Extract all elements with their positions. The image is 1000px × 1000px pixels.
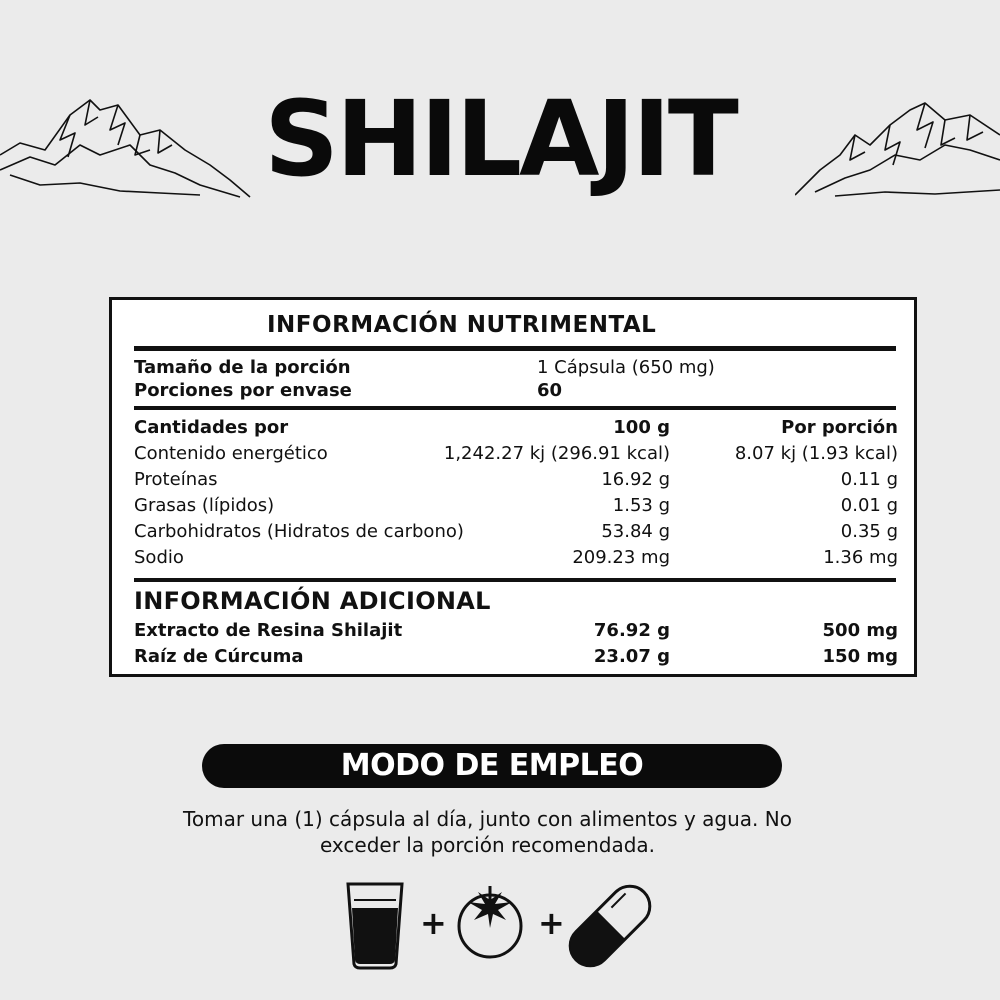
- serving-rule: [134, 406, 896, 410]
- row-per-serving: 0.35 g: [840, 521, 898, 542]
- usage-icons: [340, 878, 660, 973]
- row-per100: 53.84 g: [601, 521, 670, 542]
- product-title: SHILAJIT: [264, 78, 736, 200]
- row-label: Contenido energético: [134, 443, 328, 464]
- usage-line-1: Tomar una (1) cápsula al día, junto con alimentos y agua. No: [183, 807, 792, 831]
- water-glass-icon: [348, 884, 402, 968]
- additional-label: Extracto de Resina Shilajit: [134, 620, 403, 641]
- row-label: Grasas (lípidos): [134, 495, 275, 516]
- capsule-icon: [562, 878, 658, 973]
- additional-heading: INFORMACIÓN ADICIONAL: [134, 587, 491, 615]
- serving-size-label: Tamaño de la porción: [134, 357, 351, 378]
- usage-heading: MODO DE EMPLEO: [202, 744, 782, 788]
- additional-per-serving: 500 mg: [822, 620, 898, 641]
- nutrition-heading: INFORMACIÓN NUTRIMENTAL: [267, 312, 657, 338]
- row-label: Proteínas: [134, 469, 218, 490]
- row-label: Sodio: [134, 547, 184, 568]
- row-per100: 1,242.27 kj (296.91 kcal): [443, 443, 670, 464]
- additional-label: Raíz de Cúrcuma: [134, 646, 304, 667]
- usage-line-2: exceder la porción recomendada.: [319, 833, 656, 857]
- row-label: Carbohidratos (Hidratos de carbono): [134, 521, 464, 542]
- row-per-serving: 0.01 g: [840, 495, 898, 516]
- columns-label: Cantidades por: [134, 417, 289, 438]
- row-per100: 1.53 g: [612, 495, 670, 516]
- plus-sign: +: [538, 904, 565, 942]
- serving-size-value: 1 Cápsula (650 mg): [537, 357, 715, 378]
- servings-label: Porciones por envase: [134, 380, 352, 401]
- additional-per-serving: 150 mg: [822, 646, 898, 667]
- additional-per100: 76.92 g: [593, 620, 670, 641]
- row-per-serving: 1.36 mg: [823, 547, 898, 568]
- usage-instructions: [0, 806, 975, 858]
- columns-per100: 100 g: [613, 417, 670, 438]
- columns-per-serving: Por porción: [781, 417, 898, 438]
- tomato-icon: [459, 886, 521, 957]
- row-per100: 16.92 g: [601, 469, 670, 490]
- servings-value: 60: [537, 380, 563, 401]
- additional-per100: 23.07 g: [593, 646, 670, 667]
- row-per-serving: 0.11 g: [840, 469, 898, 490]
- additional-rule: [134, 578, 896, 582]
- plus-sign: +: [420, 904, 447, 942]
- heading-rule: [134, 346, 896, 351]
- row-per-serving: 8.07 kj (1.93 kcal): [734, 443, 898, 464]
- nutrition-panel: [109, 297, 917, 677]
- row-per100: 209.23 mg: [572, 547, 670, 568]
